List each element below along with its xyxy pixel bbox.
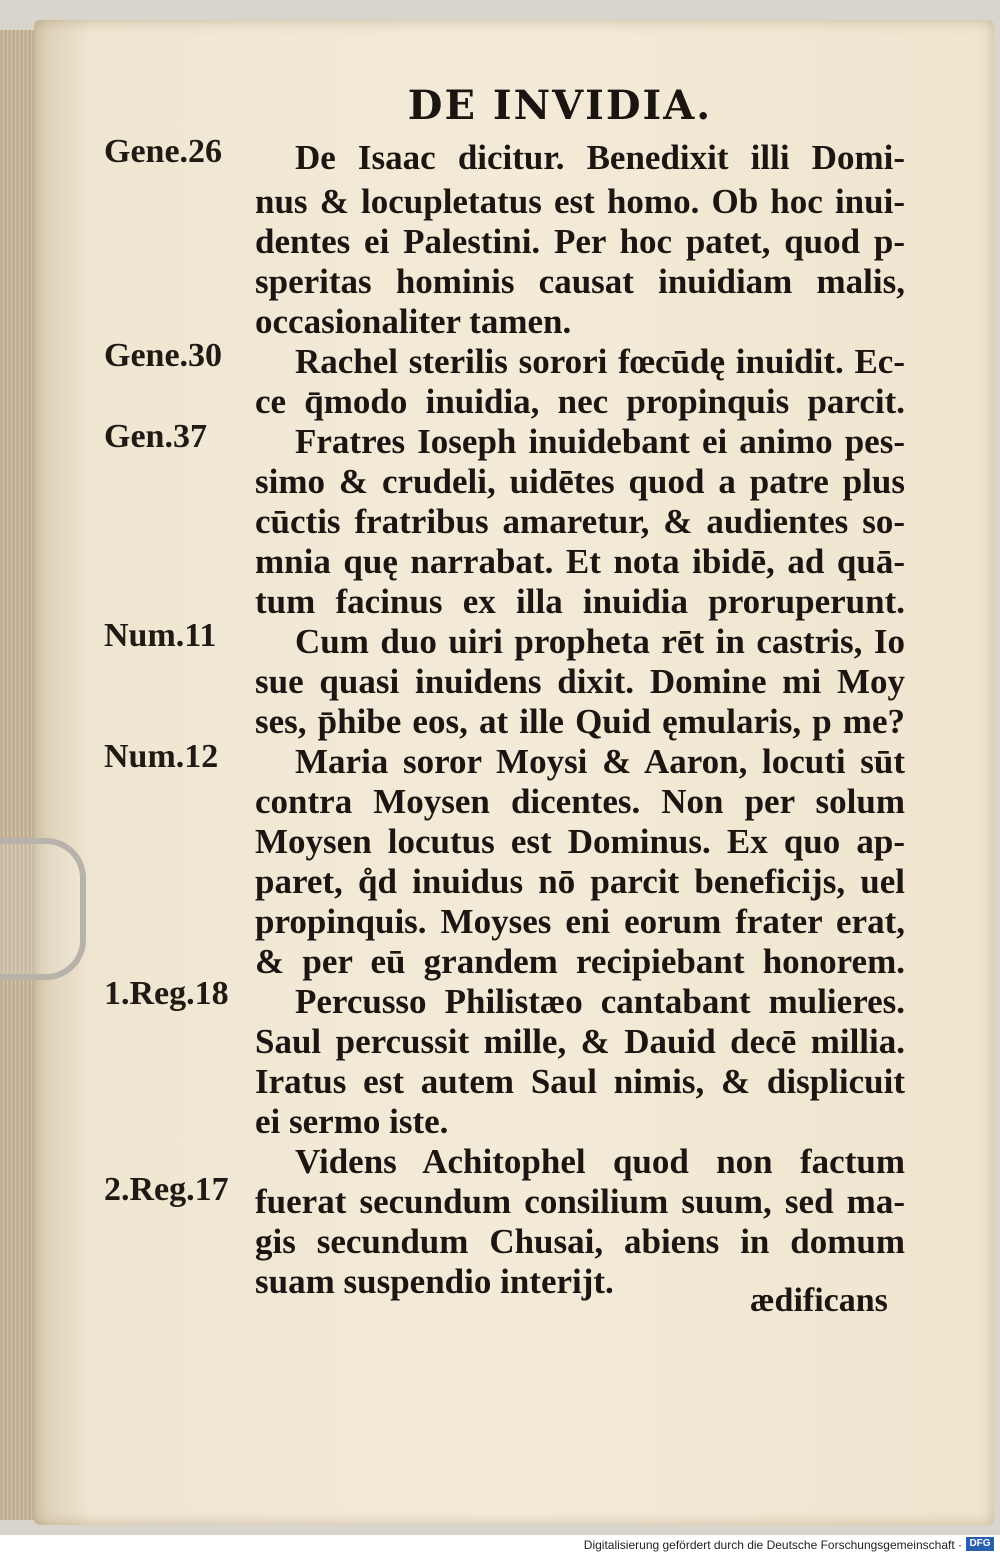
text-line: nus & locupletatus est homo. Ob hoc inui-: [255, 182, 905, 221]
text-line: sue quasi inuidens dixit. Domine mi Moy: [255, 662, 905, 701]
margin-note: Gen.37: [104, 418, 207, 455]
text-line: Percusso Philistæo cantabant mulieres.: [295, 982, 905, 1021]
text-line: ei sermo iste.: [255, 1102, 449, 1141]
text-line: fuerat secundum consilium suum, sed ma-: [255, 1182, 905, 1221]
text-line: Moysen locutus est Dominus. Ex quo ap-: [255, 822, 905, 861]
text-line: Fratres Ioseph inuidebant ei animo pes-: [295, 422, 905, 461]
text-line: simo & crudeli, uidētes quod a patre plus: [255, 462, 905, 501]
text-line: cūctis fratribus amaretur, & audientes so-: [255, 502, 905, 541]
text-line: contra Moysen dicentes. Non per solum: [255, 782, 905, 821]
margin-note: Num.11: [104, 617, 217, 654]
text-line: Maria soror Moysi & Aaron, locuti sūt: [295, 742, 905, 781]
margin-note: 2.Reg.17: [104, 1171, 229, 1208]
text-line: dentes ei Palestini. Per hoc patet, quod p-: [255, 222, 905, 261]
running-header: DE INVIDIA.: [407, 82, 713, 129]
text-line: Videns Achitophel quod non factum: [295, 1142, 905, 1181]
text-line: Iratus est autem Saul nimis, & displicuit: [255, 1062, 905, 1101]
text-line: suam suspendio interijt.: [255, 1262, 614, 1301]
text-line: propinquis. Moyses eni eorum frater erat,: [255, 902, 905, 941]
text-line: mnia quę narrabat. Et nota ibidē, ad quā-: [255, 542, 905, 581]
margin-note: Gene.26: [104, 133, 223, 170]
text-line: paret, q̊d inuidus nō parcit beneficijs, uel: [255, 862, 905, 901]
dfg-logo: DFG: [966, 1537, 994, 1551]
page-clip: [0, 838, 86, 980]
text-line: ses, p̄hibe eos, at ille Quid ęmularis, p me?: [255, 702, 905, 741]
text-line: & per eū grandem recipiebant honorem.: [255, 942, 905, 981]
funding-credit: Digitalisierung gefördert durch die Deutsche Forschungsgemeinschaft ·: [583, 1538, 962, 1552]
margin-note: 1.Reg.18: [104, 975, 229, 1012]
catchword: ædificans: [750, 1282, 888, 1319]
text-line: occasionaliter tamen.: [255, 302, 572, 341]
text-line: Rachel sterilis sorori fœcūdę inuidit. Ec-: [295, 342, 905, 381]
text-line: speritas hominis causat inuidiam malis,: [255, 262, 905, 301]
text-line: Saul percussit mille, & Dauid decē millia.: [255, 1022, 905, 1061]
text-line: Cum duo uiri propheta rēt in castris, Io: [295, 622, 905, 661]
text-line: tum facinus ex illa inuidia proruperunt.: [255, 582, 905, 621]
text-line: gis secundum Chusai, abiens in domum: [255, 1222, 905, 1261]
text-line: ce q̄modo inuidia, nec propinquis parcit.: [255, 382, 905, 421]
margin-note: Num.12: [104, 738, 219, 775]
text-line: De Isaac dicitur. Benedixit illi Domi-: [295, 138, 905, 177]
margin-note: Gene.30: [104, 337, 223, 374]
